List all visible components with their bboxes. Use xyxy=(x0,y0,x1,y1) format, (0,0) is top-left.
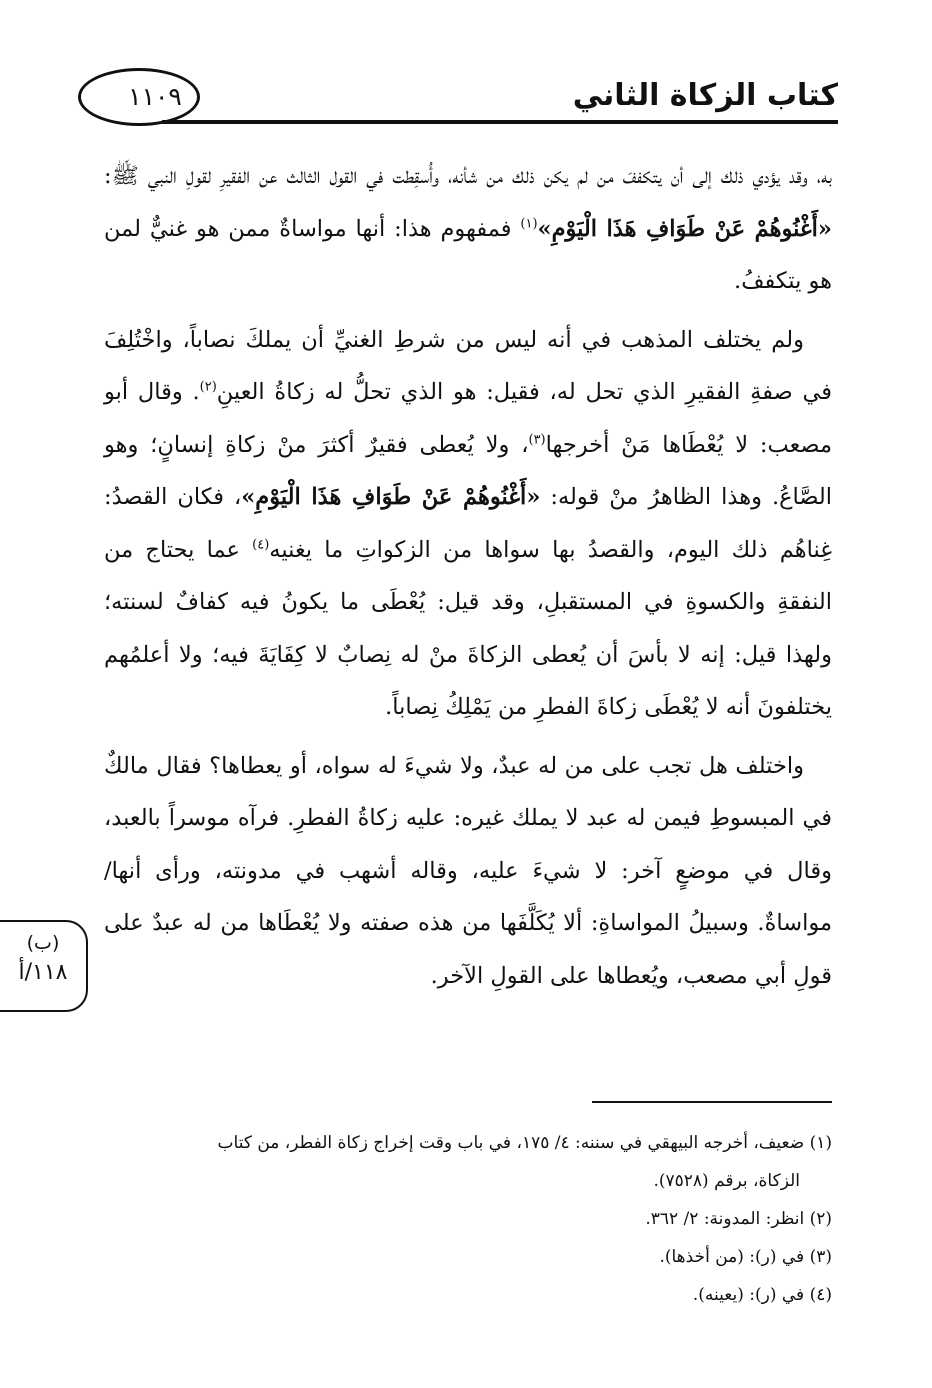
folio-marker-line-2: ١١٨/أ xyxy=(18,960,68,985)
footnote-1-line-1: (١) ضعيف، أخرجه البيهقي في سننه: ٤/ ١٧٥، في باب وقت إخراج زكاة الفطر، من كتاب xyxy=(217,1133,832,1153)
hadith-quote: «أَغْنُوهُمْ عَنْ طَوَافِ هَذَا الْيَوْمِ» xyxy=(537,215,832,242)
hadith-quote-2: «أَغْنُوهُمْ عَنْ طَوَافِ هَذَا الْيَوْمِ» xyxy=(241,484,541,510)
footnote-3: (٣) في (ر): (من أخذها). xyxy=(659,1247,832,1267)
header-rule xyxy=(162,120,838,124)
page-header xyxy=(78,62,838,128)
footnotes xyxy=(90,1124,832,1314)
main-text xyxy=(104,150,832,1008)
manuscript-folio-marker xyxy=(0,920,88,1012)
paragraph-3: واختلف هل تجب على من له عبدٌ، ولا شيءَ له سواه، أو يعطاها؟ فقال مالكٌ في المبسوطِ فيمن له عبد لا يملك غيره: عليه زكاةُ الفطرِ. فرآه موسراً بالعبد، وقال في موضعٍ آخر: لا شيءَ عليه، وقاله أشهب في مدونته، ورأى أنها/ مواساةٌ. وسبيلُ المواساةِ: ألا يُكَلَّفَها من هذه صفته ولا يُعْطَاها من له عبدٌ على قولِ أبي مصعب، ويُعطاها على القولِ الآخر. xyxy=(104,752,832,989)
footnote-1 xyxy=(90,1124,832,1200)
paragraph-1-tail: فمفهوم هذا: أنها مواساةٌ ممن هو غنيٌّ لمن هو يتكففُ. xyxy=(104,215,832,294)
footnote-1-line-2: الزكاة، برقم (٧٥٢٨). xyxy=(653,1171,800,1191)
paragraph-2 xyxy=(104,314,832,734)
footnote-ref-2: (٢) xyxy=(199,379,217,395)
folio-marker-line-1: (ب) xyxy=(26,932,60,954)
footnote-ref-3: (٣) xyxy=(528,432,546,447)
footnote-ref-4: (٤) xyxy=(252,537,270,552)
paragraph-2-part-e: عما يحتاج من النفقةِ والكسوةِ في المستقبلِ، وقد قيل: يُعْطَى ما يكونُ فيه كفافٌ لسنته؛ ولهذا قيل: إنه لا بأسَ أن يُعطى الزكاةَ منْ له نِصابٌ لا كِفَايَةَ فيه؛ ولا أعلمُهم يختلفونَ أنه لا يُعْطَى زكاةَ الفطرِ من يَمْلِكُ نِصاباً. xyxy=(104,536,832,720)
footnote-ref-1: (١) xyxy=(520,216,538,231)
book-title: كتاب الزكاة الثاني xyxy=(572,78,838,113)
paragraph-2-part-c: ، ولا يُعطى فقيرٌ أكثرَ منْ زكاةِ إنسانٍ؛ وهو الصَّاعُ. وهذا الظاهرُ منْ قوله: xyxy=(104,431,832,510)
footnote-separator xyxy=(592,1101,832,1103)
paragraph-2-part-d: ، فكان القصدُ: غِناهُم ذلك اليوم، والقصدُ بها سواها من الزكواتِ ما يغنيه xyxy=(104,484,832,563)
footnote-2: (٢) انظر: المدونة: ٢/ ٣٦٢. xyxy=(645,1209,832,1229)
page-number: ١١٠٩ xyxy=(128,82,182,111)
paragraph-1 xyxy=(104,150,832,308)
footnote-4: (٤) في (ر): (يعينه). xyxy=(692,1285,832,1305)
paragraph-2-part-b: . وقال أبو مصعب: لا يُعْطَاها مَنْ أخرجها xyxy=(104,379,832,458)
paragraph-1-text: به، وقد يؤدي ذلك إلى أن يتكففَ من لم يكن ذلك من شأنه، وأُسقِطت في القول الثالث عن الفقيرِ لقولِ النبي ﷺ: xyxy=(104,163,832,189)
paragraph-2-part-a: ولم يختلف المذهب في أنه ليس من شرطِ الغنيِّ أن يملكَ نصاباً، واخْتُلِفَ في صفةِ الفقيرِ الذي تحل له، فقيل: هو الذي تحلُّ له زكاةُ العينِ xyxy=(104,326,832,405)
